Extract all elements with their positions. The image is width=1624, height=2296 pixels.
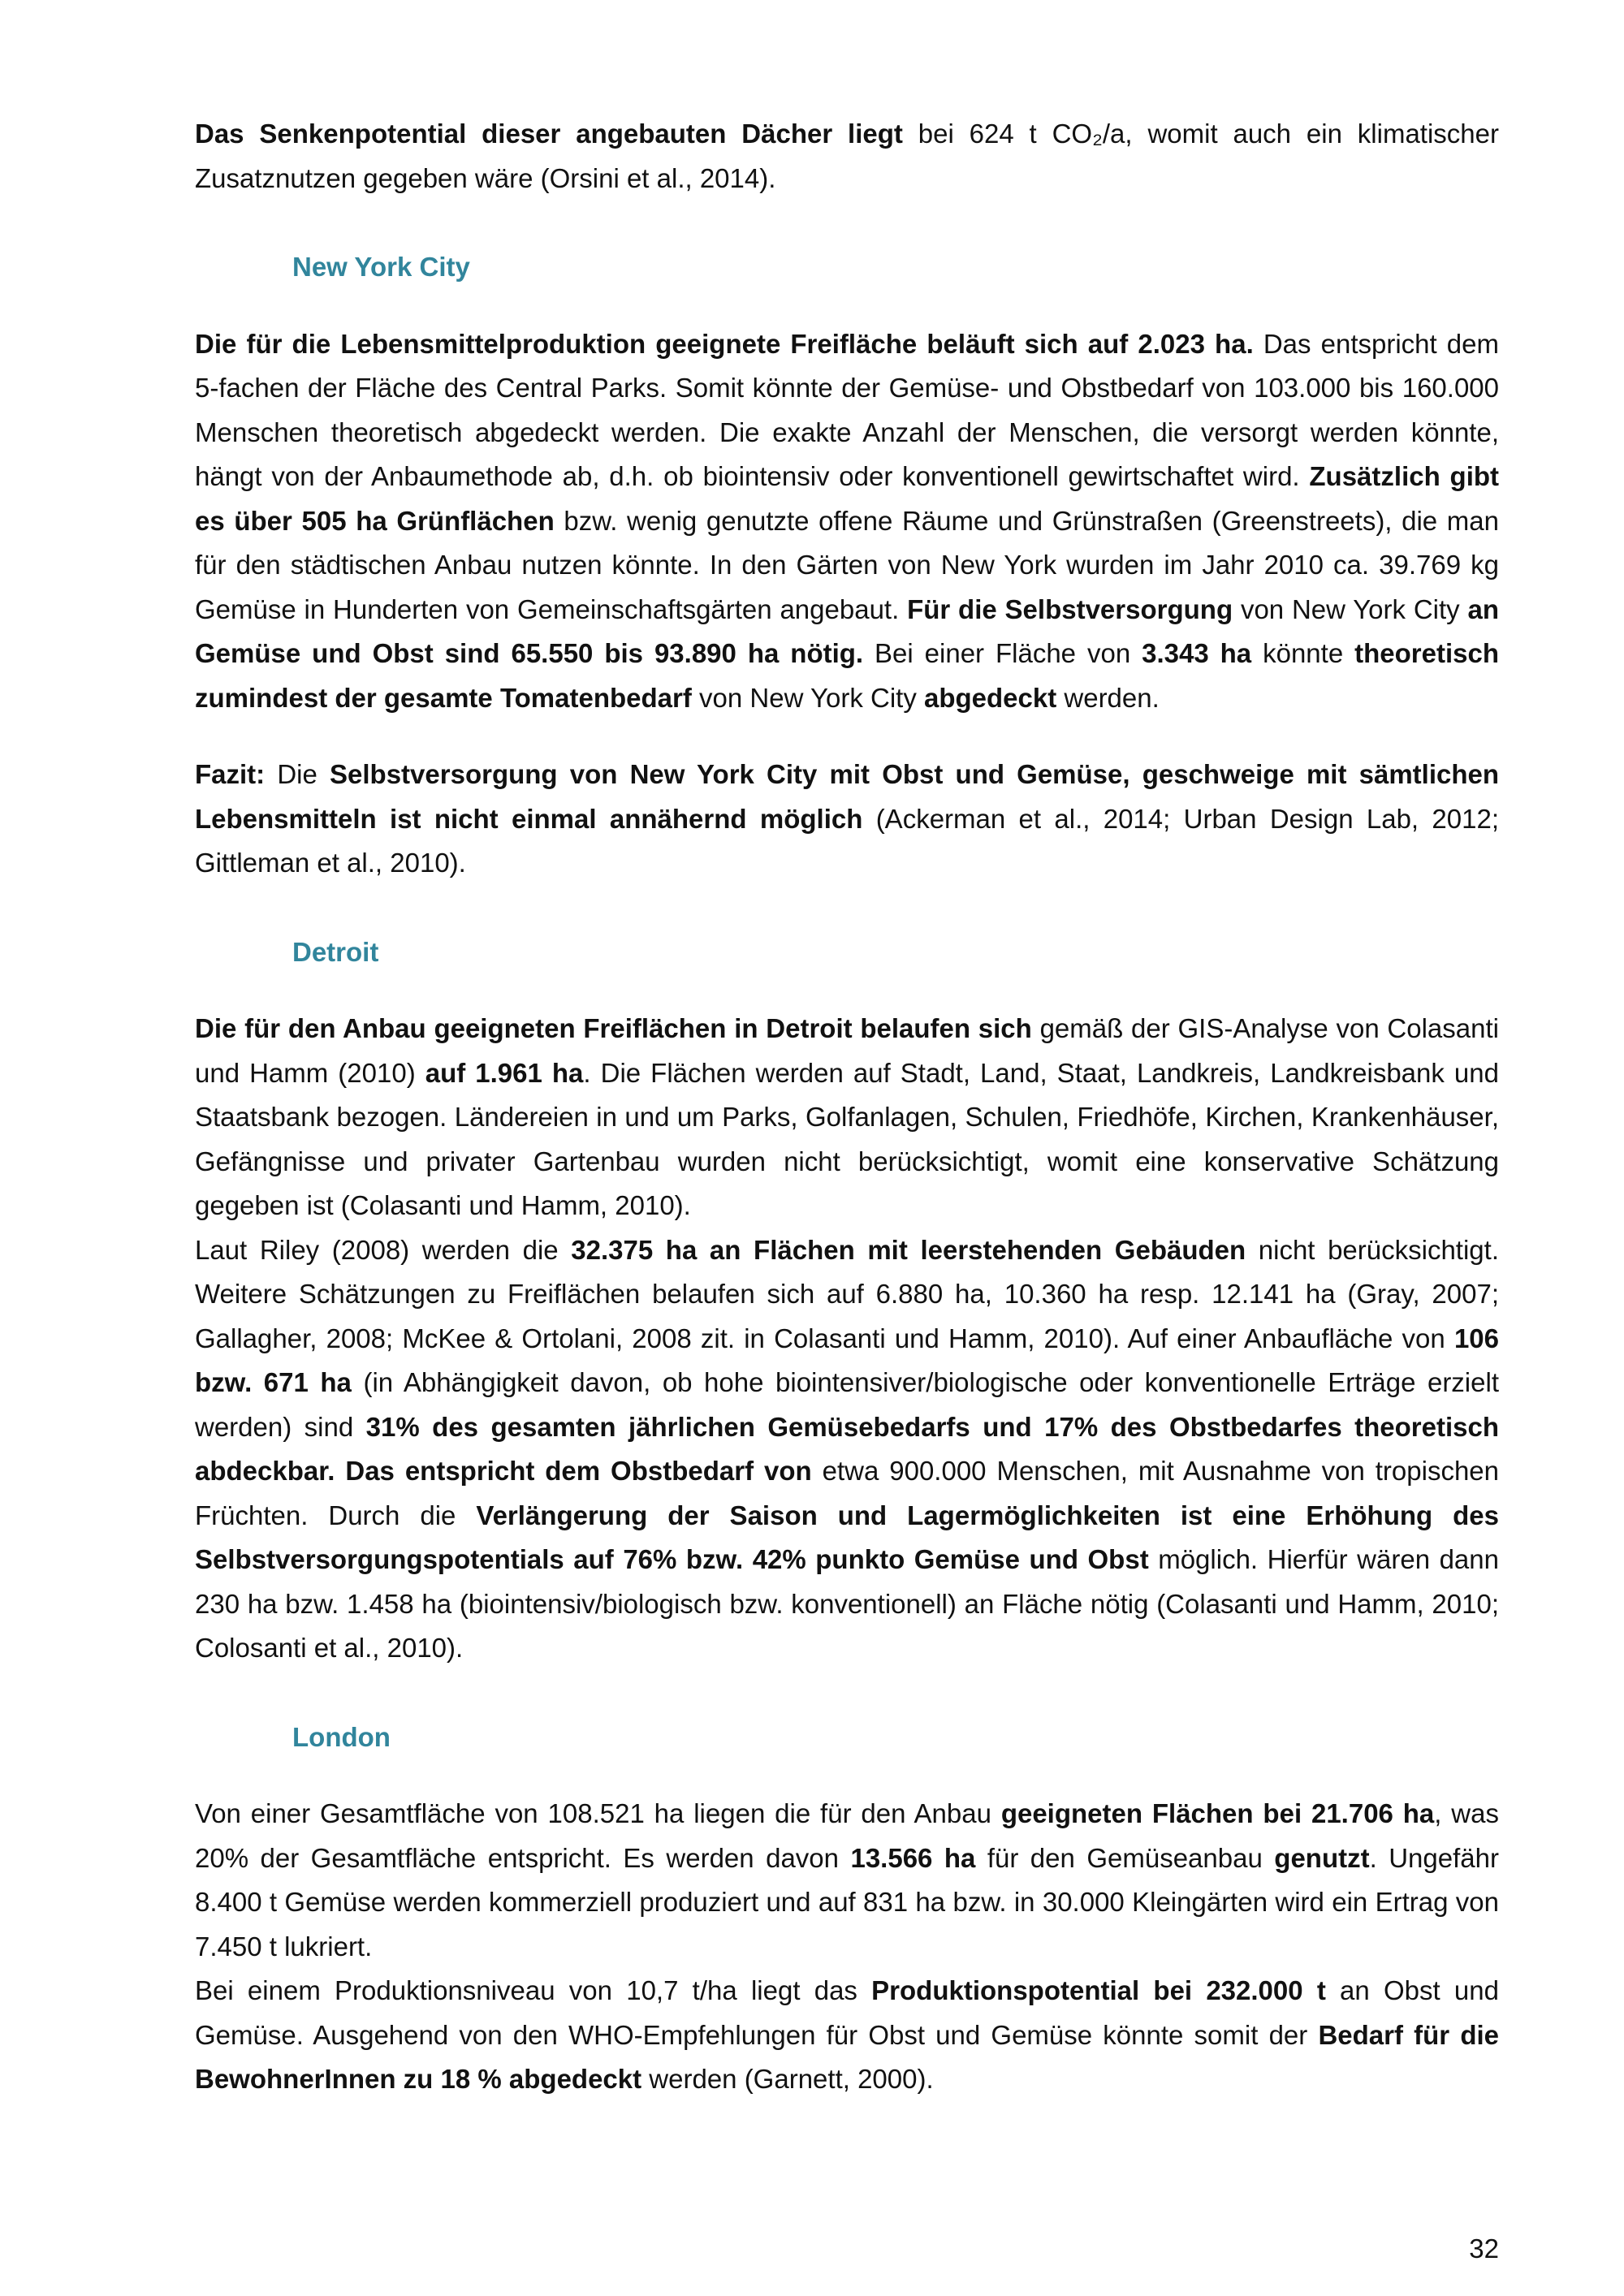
london-paragraph-1 xyxy=(195,1792,1499,1969)
text-run: werden (Garnett, 2000). xyxy=(641,2064,934,2094)
page-content xyxy=(195,112,1499,2102)
bold-text-run: auf 1.961 ha xyxy=(425,1057,584,1088)
bold-text-run: Für die Selbstversorgung xyxy=(907,593,1233,624)
london-paragraph-2 xyxy=(195,1969,1499,2102)
text-run: für den Gemüseanbau xyxy=(975,1842,1275,1873)
heading-new-york-city: New York City xyxy=(292,252,470,282)
text-run: von New York City xyxy=(1233,593,1468,624)
text-run: bzw. wenig genutzte offene Räume und Grünstraßen (Greenstreets), die man für den städtischen Anbau nutzen könnte. In den Gärten von New York wurden im Jahr 2010 ca. 39.769 kg Gemüse in Hunderten von Gemeinschaftsgärten angebaut. xyxy=(195,505,1499,624)
detroit-paragraph-1 xyxy=(195,1007,1499,1228)
bold-text-run: an Gemüse und Obst sind 65.550 bis 93.890 ha nötig. xyxy=(195,593,1499,668)
text-run: . Die Flächen werden auf Stadt, Land, Staat, Landkreis, Landkreisbank und Staatsbank bezogen. Ländereien in und um Parks, Golfanlagen, Schulen, Friedhöfe, Kirchen, Krankenhäuser, Gefängnisse und privater Gartenbau wurden nicht berücksichtigt, womit eine konservative Schätzung gegeben ist (Colasanti und Hamm, 2010). xyxy=(195,1057,1499,1220)
bold-text-run: geeigneten Flächen bei 21.706 ha xyxy=(1000,1798,1435,1828)
bold-text-run: abgedeckt xyxy=(923,682,1057,713)
page-number: 32 xyxy=(1469,2233,1499,2264)
bold-text-run: 106 bzw. 671 ha xyxy=(195,1323,1499,1397)
text-run: Laut Riley (2008) werden die xyxy=(195,1234,572,1265)
nyc-conclusion-paragraph xyxy=(195,753,1499,886)
bold-text-run: genutzt xyxy=(1274,1842,1370,1873)
text-run: Das entspricht dem 5-fachen der Fläche des Central Parks. Somit könnte der Gemüse- und Obstbedarf von 103.000 bis 160.000 Menschen theoretisch abgedeckt werden. Die exakte Anzahl der Menschen, die versorgt werden könnte, hängt von der Anbaumethode ab, d.h. ob biointensiv oder konventionell gewirtschaftet wird. xyxy=(195,328,1499,491)
bold-text-run: Das Senkenpotential dieser angebauten Dächer liegt xyxy=(195,119,903,149)
text-run: könnte xyxy=(1251,638,1355,668)
text-run: bei 624 t CO₂/a, womit auch ein klimatischer Zusatznutzen gegeben wäre (Orsini et al., 2014). xyxy=(195,119,1499,193)
bold-text-run: Selbstversorgung von New York City mit Obst und Gemüse, geschweige mit sämtlichen Lebensmitteln ist nicht einmal annähernd möglich xyxy=(195,759,1500,834)
text-run: von New York City xyxy=(691,682,924,713)
text-run: Von einer Gesamtfläche von 108.521 ha liegen die für den Anbau xyxy=(195,1798,1001,1828)
text-run: Die xyxy=(265,759,330,789)
bold-text-run: Fazit: xyxy=(195,759,266,789)
text-run: an Obst und Gemüse. Ausgehend von den WHO-Empfehlungen für Obst und Gemüse könnte somit der xyxy=(195,1975,1499,2050)
bold-text-run: Die für den Anbau geeigneten Freiflächen in Detroit belaufen sich xyxy=(195,1013,1032,1043)
bold-text-run: Bedarf für die BewohnerInnen zu 18 % abgedeckt xyxy=(195,2019,1499,2094)
bold-text-run: Zusätzlich gibt es über 505 ha Grünflächen xyxy=(195,461,1500,536)
text-run: (in Abhängigkeit davon, ob hohe biointensiver/biologische oder konventionelle Erträge erzielt werden) sind xyxy=(195,1367,1499,1442)
nyc-paragraph-1 xyxy=(195,322,1499,721)
bold-text-run: Die für die Lebensmittelproduktion geeignete Freifläche beläuft sich auf 2.023 ha. xyxy=(195,328,1254,359)
bold-text-run: Produktionspotential bei 232.000 t xyxy=(871,1975,1326,2005)
text-run: werden. xyxy=(1056,682,1160,713)
text-run: (Ackerman et al., 2014; Urban Design Lab, 2012; Gittleman et al., 2010). xyxy=(195,803,1499,878)
bold-text-run: 31% des gesamten jährlichen Gemüsebedarfs und 17% des Obstbedarfes theoretisch abdeckbar. Das entspricht dem Obstbedarf von xyxy=(195,1411,1499,1486)
text-run: Bei einer Fläche von xyxy=(863,638,1142,668)
bold-text-run: 32.375 ha an Flächen mit leerstehenden Gebäuden xyxy=(571,1234,1246,1265)
text-run: etwa 900.000 Menschen, mit Ausnahme von tropischen Früchten. Durch die xyxy=(195,1456,1499,1530)
bold-text-run: 13.566 ha xyxy=(850,1842,976,1873)
bold-text-run: theoretisch zumindest der gesamte Tomatenbedarf xyxy=(195,638,1499,713)
text-run: , was 20% der Gesamtfläche entspricht. Es werden davon xyxy=(195,1798,1499,1873)
intro-paragraph xyxy=(195,112,1499,201)
detroit-paragraph-2 xyxy=(195,1228,1499,1671)
bold-text-run: 3.343 ha xyxy=(1142,638,1252,668)
bold-text-run: Verlängerung der Saison und Lagermöglichkeiten ist eine Erhöhung des Selbstversorgungspotentials auf 76% bzw. 42% punkto Gemüse und Obst xyxy=(195,1500,1499,1574)
heading-london: London xyxy=(292,1721,391,1752)
text-run: nicht berücksichtigt. Weitere Schätzungen zu Freiflächen belaufen sich auf 6.880 ha, 10.360 ha resp. 12.141 ha (Gray, 2007; Gallagher, 2008; McKee & Ortolani, 2008 zit. in Colasanti und Hamm, 2010). Auf einer Anbaufläche von xyxy=(195,1234,1499,1353)
text-run: möglich. Hierfür wären dann 230 ha bzw. 1.458 ha (biointensiv/biologisch bzw. konventionell) an Fläche nötig (Colasanti und Hamm, 2010; Colosanti et al., 2010). xyxy=(195,1544,1499,1663)
text-run: Bei einem Produktionsniveau von 10,7 t/ha liegt das xyxy=(195,1975,872,2005)
text-run: . Ungefähr 8.400 t Gemüse werden kommerziell produziert und auf 831 ha bzw. in 30.000 Kleingärten wird ein Ertrag von 7.450 t lukriert. xyxy=(195,1842,1499,1962)
heading-detroit: Detroit xyxy=(292,936,379,967)
text-run: gemäß der GIS-Analyse von Colasanti und Hamm (2010) xyxy=(195,1013,1499,1088)
